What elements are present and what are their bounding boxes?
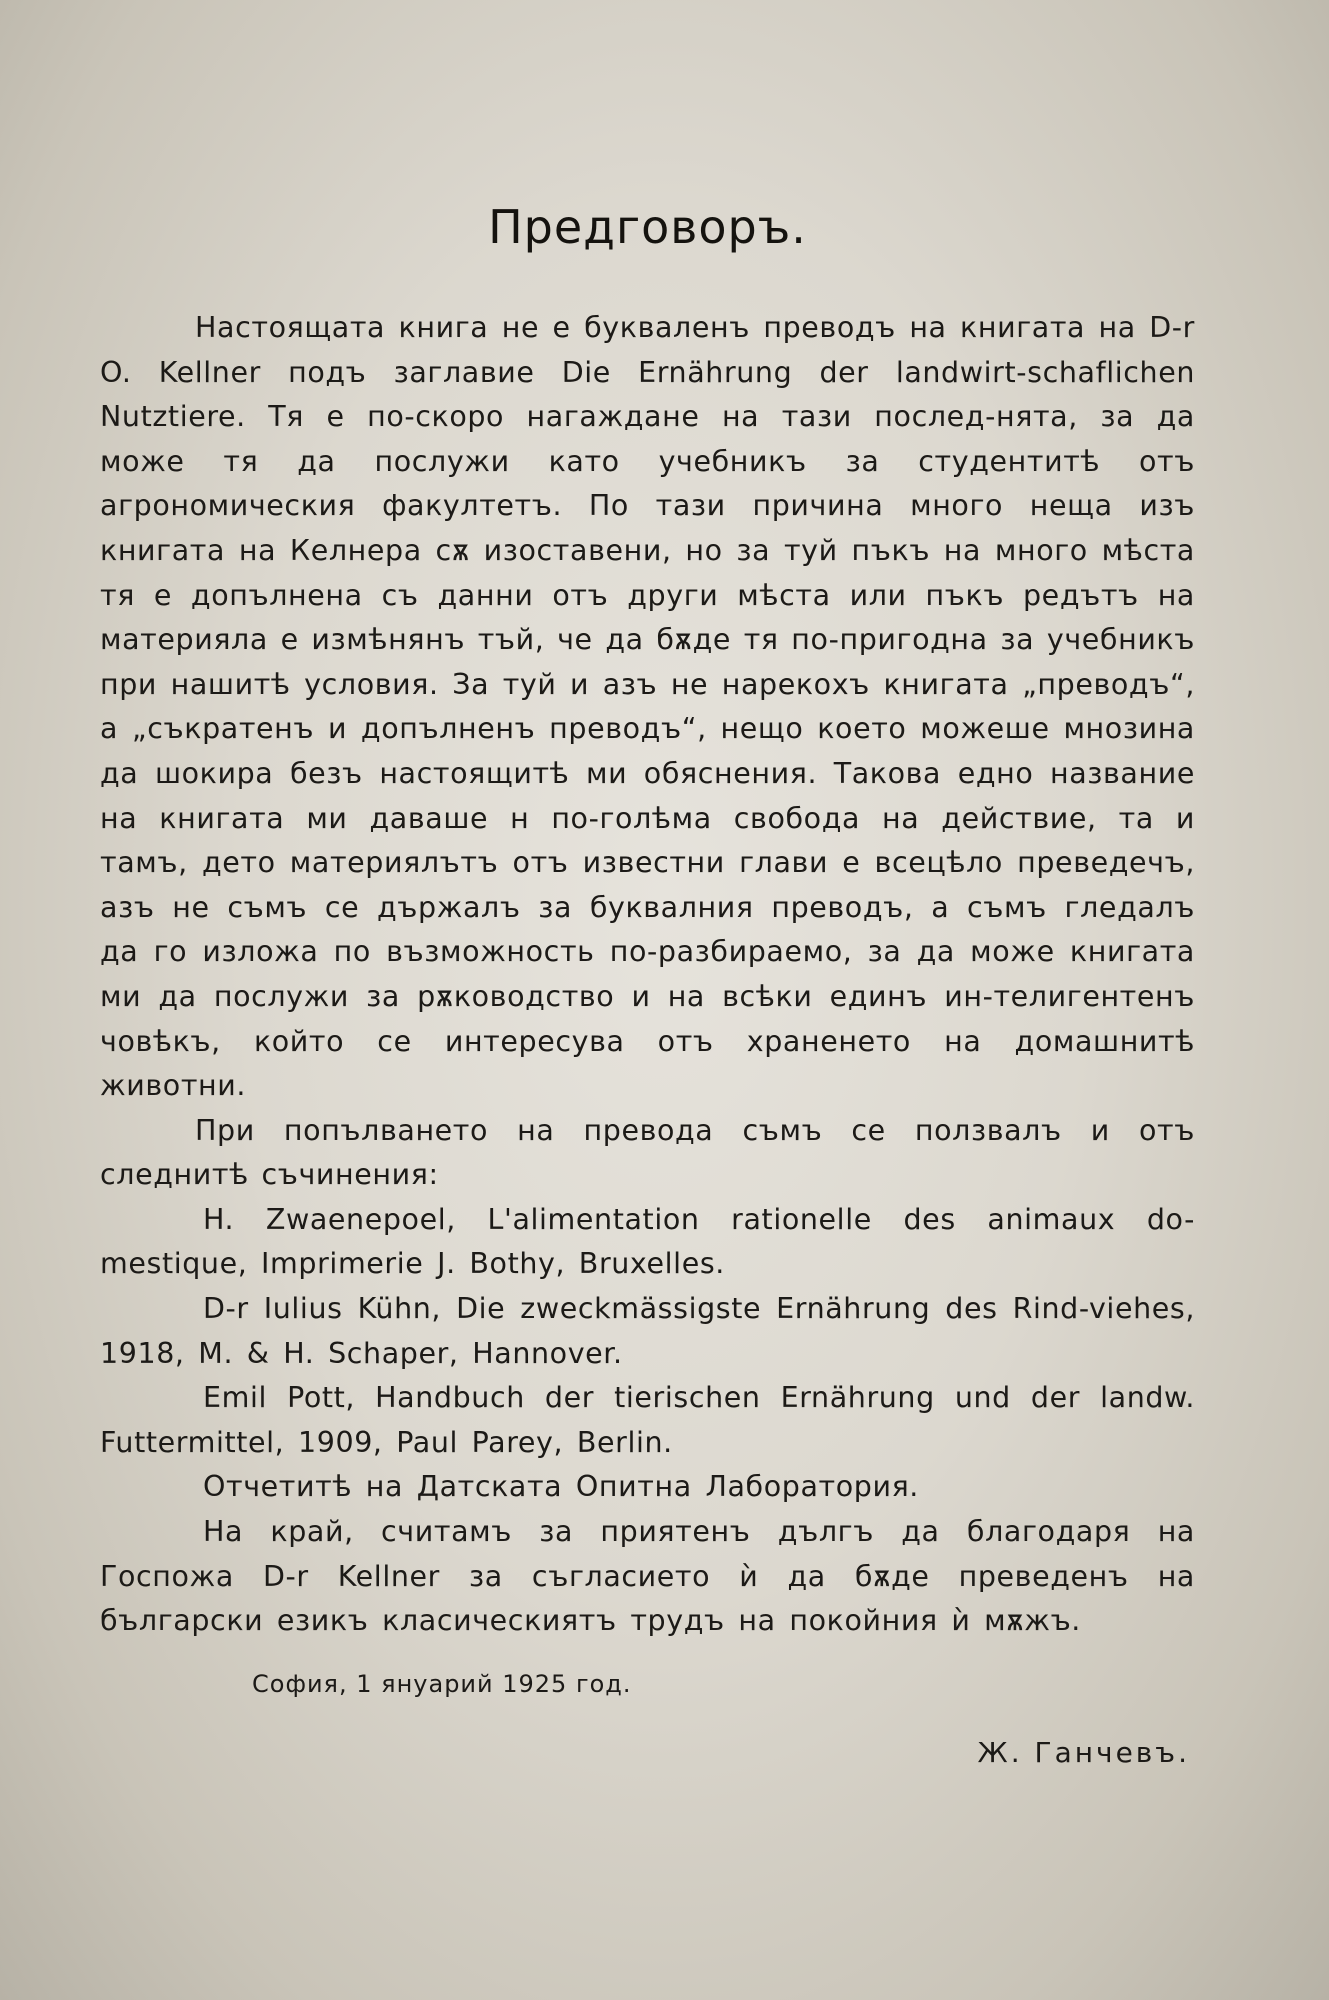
reference-item: Отчетитѣ на Датската Опитна Лаборатория. (203, 1470, 919, 1504)
date-line: София, 1 януарий 1925 год. (252, 1669, 632, 1698)
reference-item: D-r Iulius Kühn, Die zweckmässigste Ernährung des Rind-viehes, 1918, M. & H. Schaper, Hannover. (100, 1292, 1195, 1370)
author-signature: Ж. Ганчевъ. (977, 1735, 1190, 1769)
closing-paragraph: На край, считамъ за приятенъ дългъ да благодаря на Госпожа D-r Kellner за съгласието ѝ да бѫде преведенъ на български езикъ класическиятъ трудъ на покойния ѝ мѫжъ. (100, 1515, 1195, 1638)
page-content (100, 200, 1195, 1769)
reference-item: H. Zwaenepoel, L'alimentation rationelle des animaux do-mestique, Imprimerie J. Bothy, Bruxelles. (100, 1202, 1195, 1281)
page-title: Предговоръ. (488, 200, 807, 254)
intro-paragraph: Настоящата книга не е букваленъ преводъ на книгата на D-r O. Kellner подъ заглавие Die Ernährung der landwirt-schaflichen Nutztiere. Тя е по-скоро нагаждане на тази послед-нята, за да може тя да послужи като учебникъ за студентитѣ отъ агрономическия факултетъ. По тази причина много неща изъ книгата на Келнера сѫ изоставени, но за туй пъкъ на много мѣста тя е допълнена съ данни отъ други мѣста или пъкъ редътъ на материяла е измѣнянъ тъй, че да бѫде тя по-пригодна за учебникъ при нашитѣ условия. За туй и азъ не нарекохъ книгата „преводъ“, а „съкратенъ и допълненъ преводъ“, нещо което можеше мнозина да шокира безъ настоящитѣ ми обяснения. Такова едно название на книгата ми даваше н по-голѣма свобода на действие, та и тамъ, дето материялътъ отъ известни глави е всецѣло преведечъ, азъ не съмъ се държалъ за буквалния преводъ, а съмъ гледалъ да го изложа по възможность по-разбираемо, за да може книгата ми да послужи за рѫководство и на всѣки единъ ин-телигентенъ човѣкъ, който се интересува отъ храненето на домашнитѣ животни. (100, 311, 1195, 1103)
reference-item: Emil Pott, Handbuch der tierischen Ernährung und der landw. Futtermittel, 1909, Paul Parey, Berlin. (100, 1381, 1195, 1459)
sources-intro-paragraph: При попълването на превода съмъ се ползвалъ и отъ следнитѣ съчинения: (100, 1113, 1195, 1192)
